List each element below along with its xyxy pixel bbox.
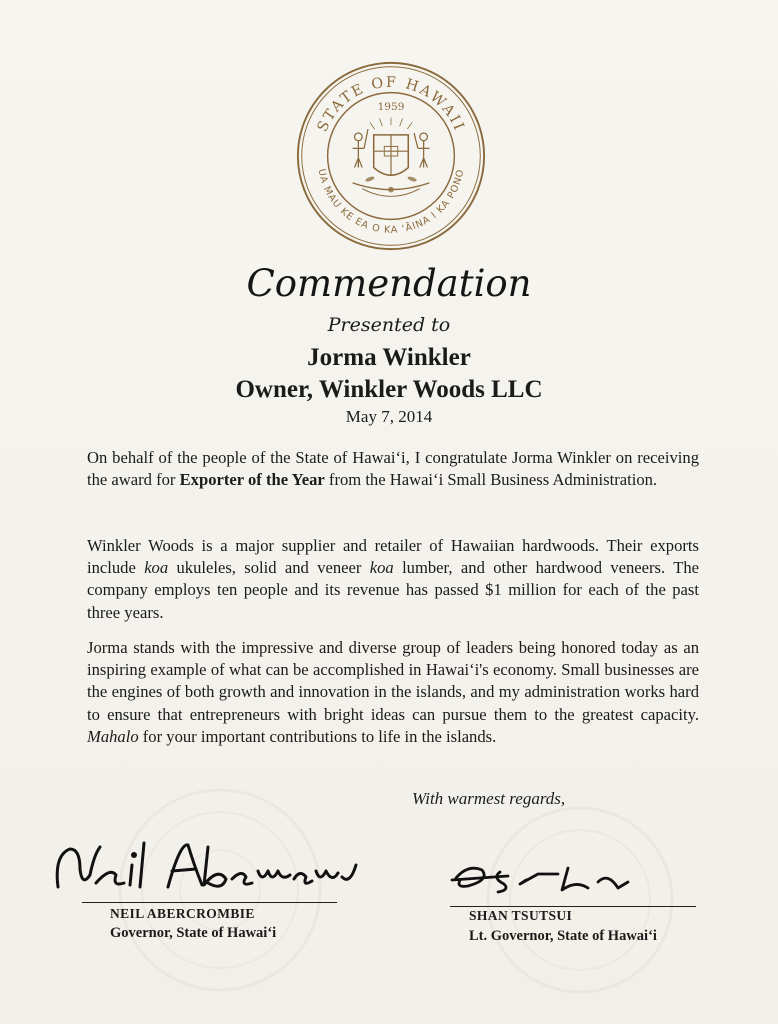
paragraph-text: Winkler Woods is a major supplier and retailer of Hawaiian hardwoods. Their exports include <box>87 536 699 578</box>
lt-governor-signature-line <box>450 906 696 907</box>
paragraph-text: ukuleles, solid and veneer <box>168 558 370 578</box>
italic-term: Mahalo <box>87 726 139 746</box>
body-paragraph-1 <box>87 447 699 491</box>
award-name: Exporter of the Year <box>179 470 325 490</box>
paragraph-text: lumber, and other hardwood veneers. The company employs ten people and its revenue has passed $1 million for each of the past three years. <box>87 558 699 622</box>
lt-governor-name: SHAN TSUTSUI <box>469 908 573 923</box>
document-date: May 7, 2014 <box>345 407 433 426</box>
italic-term: koa <box>144 558 169 578</box>
governor-title: Governor, State of Hawaiʻi <box>110 925 277 941</box>
body-paragraph-3 <box>87 637 699 748</box>
paragraph-text: On behalf of the people of the State of Hawaiʻi, I congratulate Jorma Winkler on receiving the award for <box>87 448 699 490</box>
governor-signature <box>50 835 360 900</box>
state-seal-icon <box>295 60 487 252</box>
recipient-title: Owner, Winkler Woods LLC <box>235 376 543 403</box>
embossed-seal-right <box>480 800 680 1000</box>
lt-governor-title: Lt. Governor, State of Hawaiʻi <box>469 928 657 944</box>
paragraph-text: from the Hawaiʻi Small Business Administration. <box>324 470 658 490</box>
governor-signature-line <box>82 902 337 903</box>
presented-to-label: Presented to <box>327 314 451 336</box>
body-paragraph-2 <box>87 535 699 624</box>
svg-text:UA MAU KE EA O KA ʻĀINA I KA P <box>316 168 467 236</box>
paragraph-text: Jorma stands with the impressive and diverse group of leaders being honored today as an inspiring example of what can be accomplished in Hawaiʻi's economy. Small businesses are the engines of both growth and innovation in the islands, and my administration works hard to ensure that entrepreneurs with bright ideas can pursue them to the greatest capacity. <box>87 638 699 724</box>
seal-outer-text: STATE OF HAWAII <box>314 74 468 135</box>
recipient-name: Jorma Winkler <box>307 344 471 371</box>
paragraph-text: for your important contributions to life in the islands. <box>138 726 497 746</box>
seal-motto: UA MAU KE EA O KA ʻĀINA I KA PONO <box>315 167 467 236</box>
document-title: Commendation <box>246 262 532 305</box>
italic-term: koa <box>369 558 394 578</box>
lt-governor-signature <box>448 858 638 898</box>
seal-year: 1959 <box>377 100 405 113</box>
closing-line: With warmest regards, <box>412 789 566 808</box>
governor-name: NEIL ABERCROMBIE <box>110 906 255 921</box>
